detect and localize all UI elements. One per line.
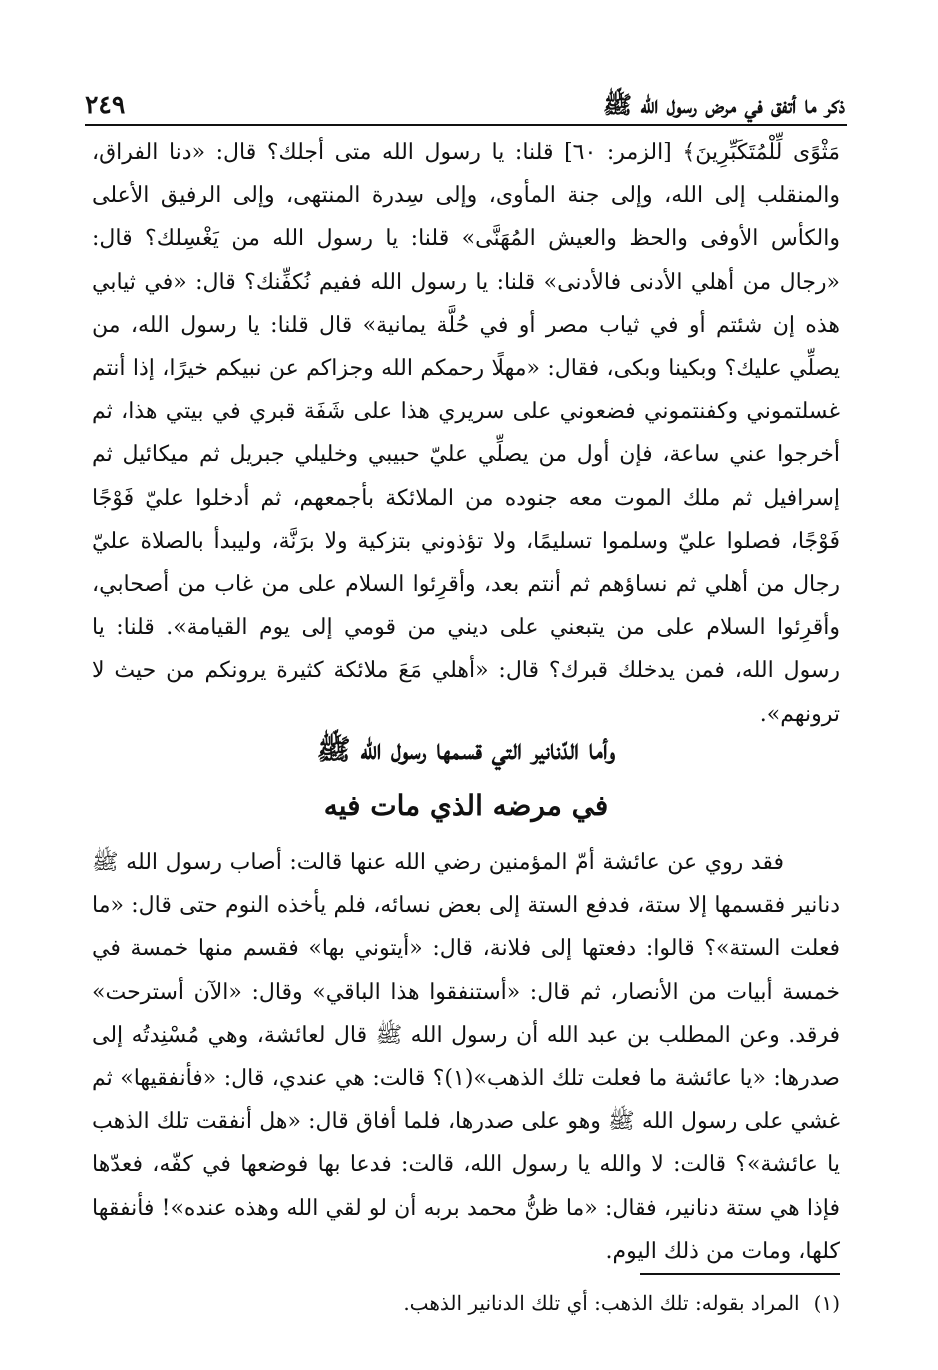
body-paragraph-2: [92, 841, 840, 1273]
body-paragraph-1: مَثْوًى لِّلْمُتَكَبِّرِينَ﴾ [الزمر: ٦٠] قلنا: يا رسول الله متى أجلك؟ قال: «دنا الفراق، والمنقلب إلى الله، وإلى جنة المأوى، وإلى سِدرة المنتهى، وإلى الرفيق الأعلى والكأس الأوفى والحظ والعيش المُهَنَّى» قلنا: يا رسول الله من يَغْسِلك؟ قال: «رجال من أهلي الأدنى فالأدنى» قلنا: يا رسول الله ففيم نُكفِّنك؟ قال: «في ثيابي هذه إن شئتم أو في ثياب مصر أو في حُلَّة يمانية» قال قلنا: يا رسول الله، من يصلِّي عليك؟ وبكينا وبكى، فقال: «مهلًا رحمكم الله وجزاكم عن نبيكم خيرًا، إذا أنتم غسلتموني وكفنتموني فضعوني على سريري هذا على شَفَة قبري في بيتي هذا، ثم أخرجوا عني ساعة، فإن أول من يصلِّي عليّ حبيبي وخليلي جبريل ثم ميكائيل ثم إسرافيل ثم ملك الموت معه جنوده من الملائكة بأجمعهم، ثم أدخلوا عليّ فَوْجًا فَوْجًا، فصلوا عليّ وسلموا تسليمًا، ولا تؤذوني بتزكية ولا برَنَّة، وليبدأ بالصلاة عليّ رجال من أهلي ثم نساؤهم ثم أنتم بعد، وأقرِئوا السلام على من غاب من أصحابي، وأقرِئوا السلام على من يتبعني على ديني من قومي إلى يوم القيامة». قلنا: يا رسول الله، فمن يدخلك قبرك؟ قال: «أهلي مَعَ ملائكة كثيرة يرونكم من حيث لا ترونهم».: [92, 140, 840, 727]
page-header: [85, 82, 845, 122]
footnote-marker: (١): [813, 1291, 840, 1315]
footnote-divider: [640, 1273, 840, 1275]
footnote-text: المراد بقوله: تلك الذهب: أي تلك الدنانير الذهب.: [403, 1291, 800, 1315]
page-number: ٢٤٩: [85, 90, 126, 119]
section-heading-line-1: وأما الدّنانير التي قسمها رسول الله ﷺ: [316, 733, 616, 766]
body-paragraph-2-text: فقد روي عن عائشة أمّ المؤمنين رضي الله عنها قالت: أصاب رسول الله ﷺ دنانير فقسمها إلا ستة، فدفع الستة إلى بعض نسائه، فلم يأخذه النوم حتى قال: «ما فعلت الستة»؟ قالوا: دفعتها إلى فلانة، قال: «أيتوني بها» فقسم منها خمسة في خمسة أبيات من الأنصار، ثم قال: «أستنفقوا هذا الباقي» وقال: «الآن أسترحت» فرقد. وعن المطلب بن عبد الله أن رسول الله ﷺ قال لعائشة، وهي مُسْنِدتُه إلى صدرها: «يا عائشة ما فعلت تلك الذهب»(١)؟ قالت: هي عندي، قال: «فأنفقيها» ثم غشي على رسول الله ﷺ وهو على صدرها، فلما أفاق قال: «هل أنفقت تلك الذهب يا عائشة»؟ قالت: لا والله يا رسول الله، قالت: فدعا بها فوضعها في كفّه، فعدّها فإذا هي ستة دنانير، فقال: «ما ظنُّ محمد بربه أن لو لقي الله وهذه عنده»! فأنفقها كلها، ومات من ذلك اليوم.: [92, 850, 840, 1264]
footnote: [92, 1286, 840, 1320]
running-header-title: ذكر ما أتفق في مرض رسول الله ﷺ: [603, 90, 845, 119]
header-divider: [85, 124, 847, 126]
section-heading-line-2: في مرضه الذي مات فيه: [323, 789, 609, 822]
